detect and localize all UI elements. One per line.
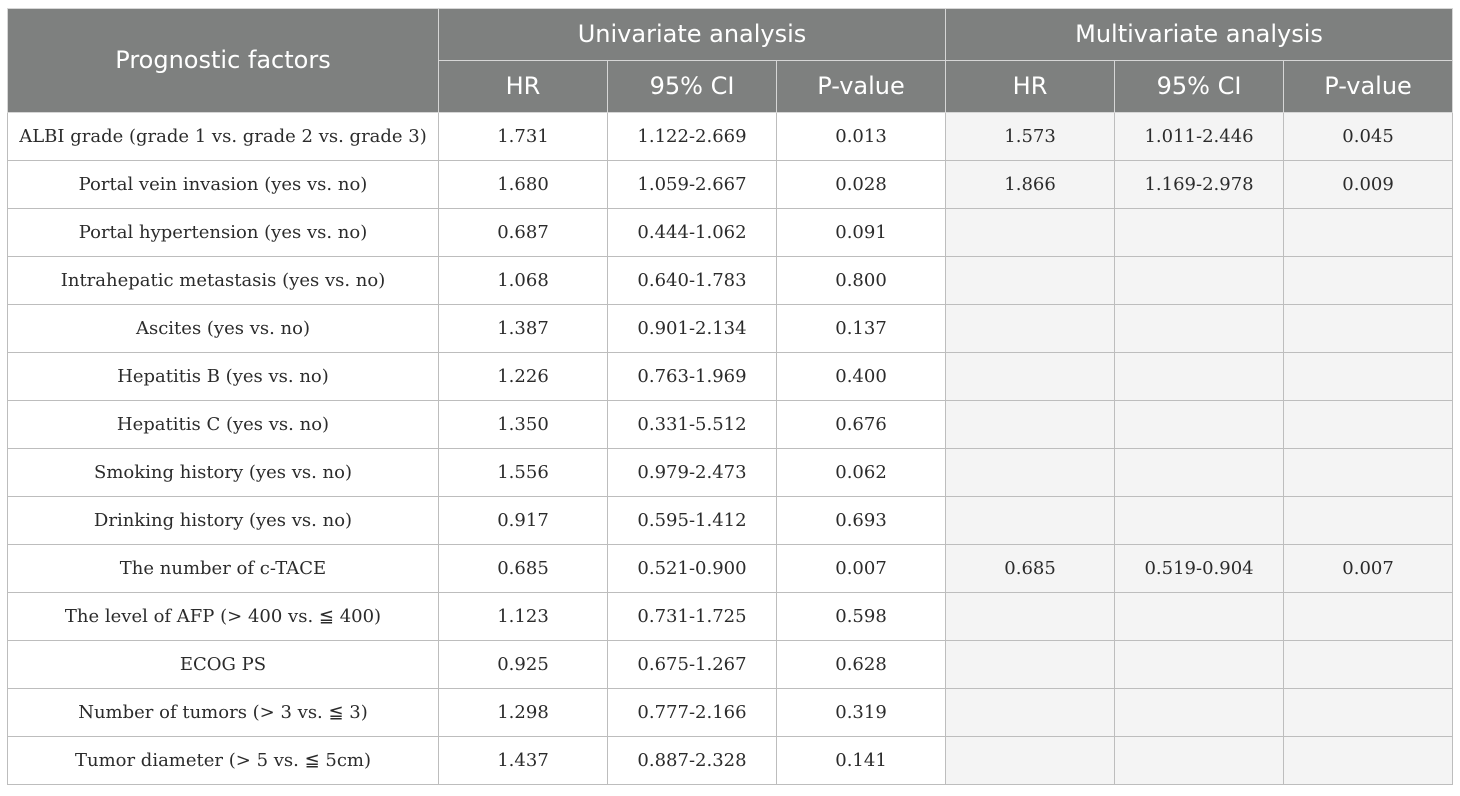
multivariate-p-cell: 0.009 [1284,161,1453,209]
univariate-ci-cell: 0.640-1.783 [608,257,777,305]
univariate-analysis-header: Univariate analysis [439,9,946,61]
multivariate-p-cell [1284,305,1453,353]
table-row [8,113,1453,161]
multivariate-p-cell [1284,497,1453,545]
univariate-p-cell: 0.028 [777,161,946,209]
univariate-p-cell: 0.628 [777,641,946,689]
multivariate-hr-cell: 1.866 [946,161,1115,209]
univariate-ci-cell: 1.122-2.669 [608,113,777,161]
univariate-p-cell: 0.598 [777,593,946,641]
table-row [8,161,1453,209]
factor-cell: Intrahepatic metastasis (yes vs. no) [8,257,439,305]
univariate-ci-cell: 0.887-2.328 [608,737,777,785]
multivariate-p-cell [1284,641,1453,689]
multivariate-hr-cell [946,689,1115,737]
factor-cell: Hepatitis C (yes vs. no) [8,401,439,449]
univariate-ci-cell: 0.731-1.725 [608,593,777,641]
table-row [8,497,1453,545]
multivariate-ci-cell: 1.169-2.978 [1115,161,1284,209]
univariate-hr-cell: 1.350 [439,401,608,449]
univariate-p-cell: 0.676 [777,401,946,449]
factor-cell: Tumor diameter (> 5 vs. ≦ 5cm) [8,737,439,785]
multivariate-hr-header: HR [946,61,1115,113]
multivariate-p-cell [1284,257,1453,305]
univariate-hr-cell: 0.917 [439,497,608,545]
multivariate-hr-cell [946,593,1115,641]
factor-cell: Portal hypertension (yes vs. no) [8,209,439,257]
univariate-ci-cell: 0.901-2.134 [608,305,777,353]
table-row [8,305,1453,353]
univariate-p-cell: 0.137 [777,305,946,353]
multivariate-ci-cell [1115,305,1284,353]
factor-cell: Hepatitis B (yes vs. no) [8,353,439,401]
multivariate-p-cell [1284,737,1453,785]
univariate-ci-header: 95% CI [608,61,777,113]
prognostic-factors-table [7,8,1453,785]
univariate-hr-cell: 1.731 [439,113,608,161]
multivariate-hr-cell [946,497,1115,545]
multivariate-hr-cell [946,449,1115,497]
factor-cell: The number of c-TACE [8,545,439,593]
univariate-hr-cell: 1.680 [439,161,608,209]
multivariate-analysis-header: Multivariate analysis [946,9,1453,61]
multivariate-ci-cell [1115,689,1284,737]
table-row [8,449,1453,497]
table-row [8,689,1453,737]
multivariate-p-header: P-value [1284,61,1453,113]
factor-cell: Smoking history (yes vs. no) [8,449,439,497]
prognostic-factors-header: Prognostic factors [8,9,439,113]
univariate-hr-cell: 0.687 [439,209,608,257]
multivariate-p-cell: 0.007 [1284,545,1453,593]
multivariate-p-cell [1284,689,1453,737]
multivariate-hr-cell: 0.685 [946,545,1115,593]
multivariate-p-cell [1284,209,1453,257]
univariate-p-cell: 0.007 [777,545,946,593]
table-row [8,209,1453,257]
multivariate-hr-cell: 1.573 [946,113,1115,161]
univariate-hr-header: HR [439,61,608,113]
multivariate-ci-cell [1115,641,1284,689]
univariate-p-cell: 0.800 [777,257,946,305]
factor-cell: Portal vein invasion (yes vs. no) [8,161,439,209]
univariate-ci-cell: 0.595-1.412 [608,497,777,545]
table-row [8,353,1453,401]
univariate-ci-cell: 0.777-2.166 [608,689,777,737]
multivariate-hr-cell [946,353,1115,401]
multivariate-hr-cell [946,641,1115,689]
univariate-ci-cell: 0.979-2.473 [608,449,777,497]
multivariate-ci-cell [1115,353,1284,401]
multivariate-ci-cell [1115,449,1284,497]
univariate-p-cell: 0.400 [777,353,946,401]
factor-cell: Drinking history (yes vs. no) [8,497,439,545]
multivariate-hr-cell [946,401,1115,449]
univariate-p-cell: 0.141 [777,737,946,785]
univariate-p-cell: 0.693 [777,497,946,545]
multivariate-ci-cell [1115,401,1284,449]
univariate-hr-cell: 1.387 [439,305,608,353]
univariate-p-cell: 0.013 [777,113,946,161]
table-row [8,401,1453,449]
univariate-hr-cell: 1.123 [439,593,608,641]
factor-cell: The level of AFP (> 400 vs. ≦ 400) [8,593,439,641]
univariate-ci-cell: 0.763-1.969 [608,353,777,401]
multivariate-p-cell [1284,401,1453,449]
univariate-hr-cell: 1.068 [439,257,608,305]
factor-cell: ALBI grade (grade 1 vs. grade 2 vs. grade 3) [8,113,439,161]
multivariate-ci-cell: 0.519-0.904 [1115,545,1284,593]
multivariate-hr-cell [946,737,1115,785]
univariate-ci-cell: 0.521-0.900 [608,545,777,593]
univariate-hr-cell: 0.685 [439,545,608,593]
multivariate-ci-cell: 1.011-2.446 [1115,113,1284,161]
table-row [8,737,1453,785]
univariate-ci-cell: 0.331-5.512 [608,401,777,449]
table-row [8,593,1453,641]
factor-cell: Ascites (yes vs. no) [8,305,439,353]
multivariate-hr-cell [946,305,1115,353]
univariate-hr-cell: 1.437 [439,737,608,785]
multivariate-hr-cell [946,257,1115,305]
multivariate-hr-cell [946,209,1115,257]
univariate-ci-cell: 0.675-1.267 [608,641,777,689]
univariate-p-cell: 0.319 [777,689,946,737]
table-row [8,641,1453,689]
univariate-ci-cell: 0.444-1.062 [608,209,777,257]
header-row-groups [8,9,1453,61]
univariate-ci-cell: 1.059-2.667 [608,161,777,209]
multivariate-p-cell [1284,593,1453,641]
univariate-hr-cell: 1.226 [439,353,608,401]
univariate-p-cell: 0.091 [777,209,946,257]
univariate-hr-cell: 1.298 [439,689,608,737]
table-row [8,257,1453,305]
table-header [8,9,1453,113]
multivariate-p-cell: 0.045 [1284,113,1453,161]
univariate-hr-cell: 1.556 [439,449,608,497]
multivariate-p-cell [1284,353,1453,401]
multivariate-ci-cell [1115,209,1284,257]
table-row [8,545,1453,593]
multivariate-ci-cell [1115,737,1284,785]
table-body [8,113,1453,785]
multivariate-ci-cell [1115,593,1284,641]
factor-cell: Number of tumors (> 3 vs. ≦ 3) [8,689,439,737]
univariate-p-cell: 0.062 [777,449,946,497]
multivariate-ci-cell [1115,257,1284,305]
univariate-hr-cell: 0.925 [439,641,608,689]
factor-cell: ECOG PS [8,641,439,689]
multivariate-ci-header: 95% CI [1115,61,1284,113]
multivariate-ci-cell [1115,497,1284,545]
univariate-p-header: P-value [777,61,946,113]
multivariate-p-cell [1284,449,1453,497]
